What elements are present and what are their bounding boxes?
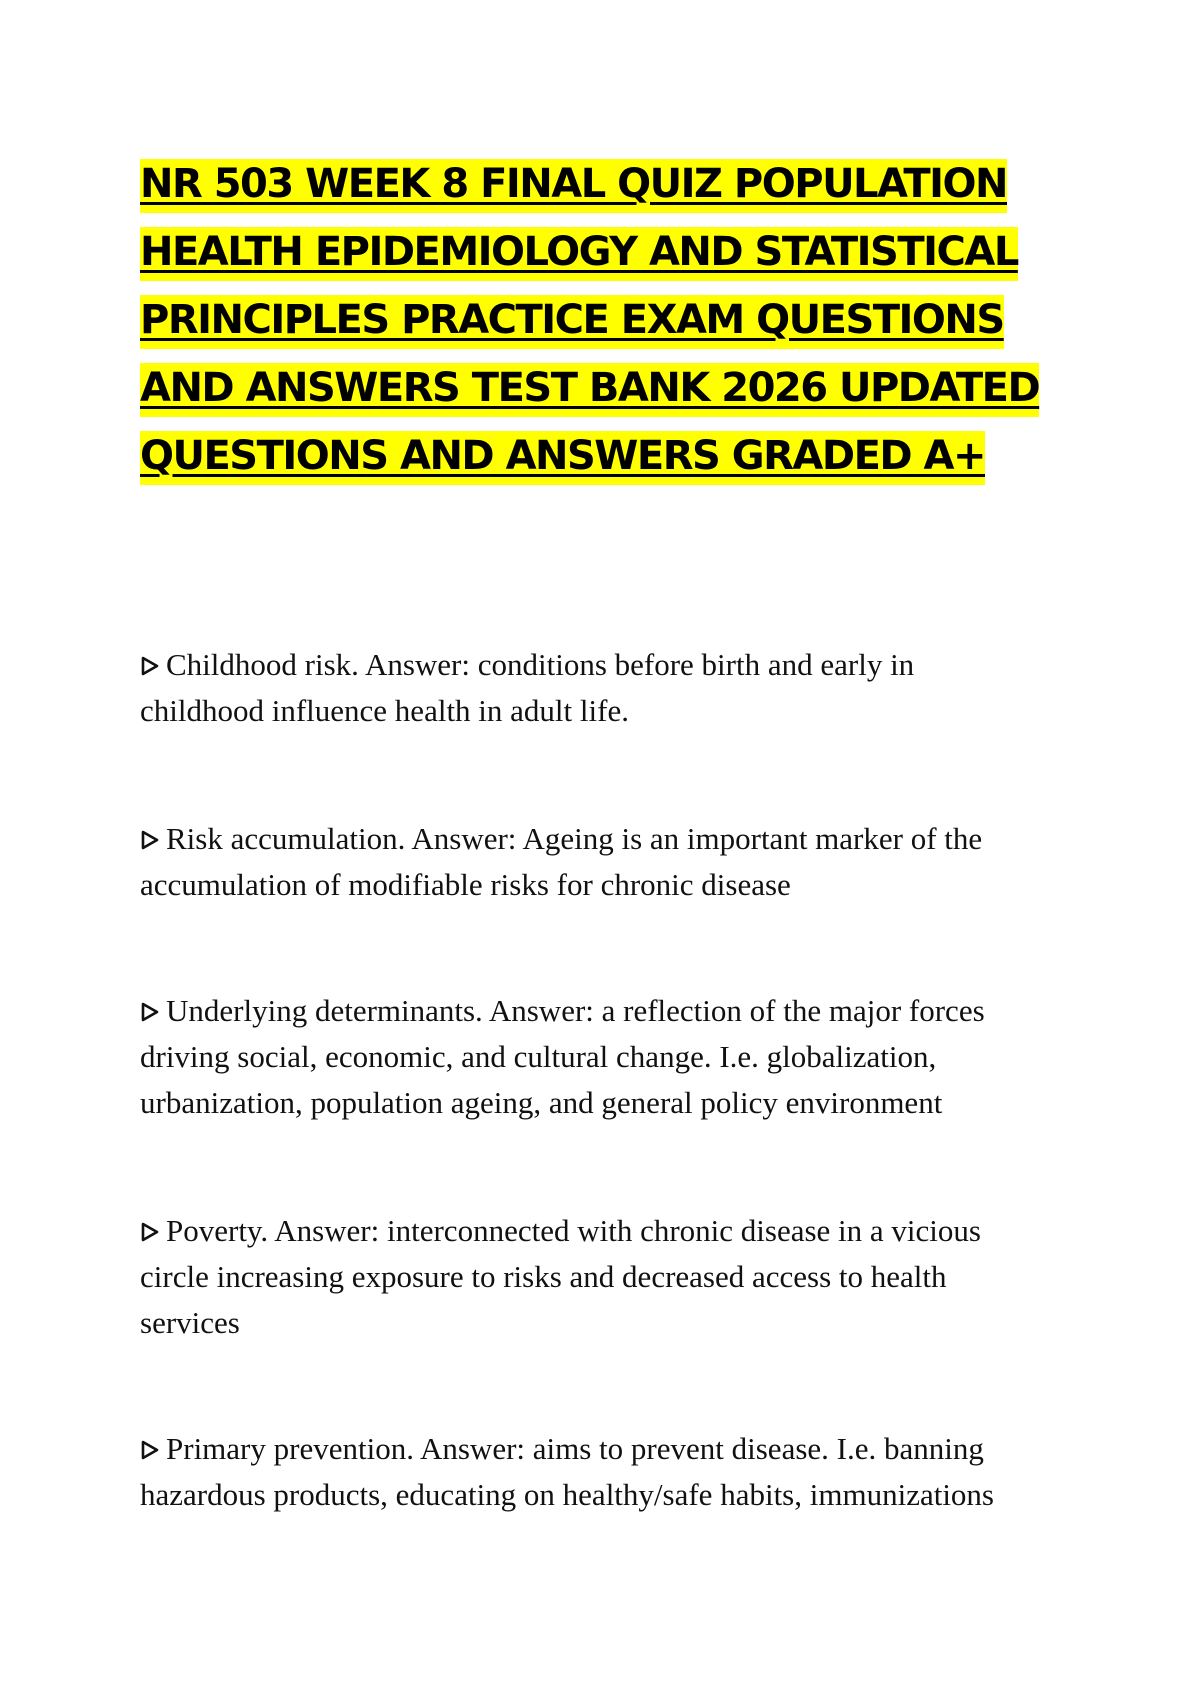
outline-play-triangle-icon [140,1208,160,1254]
qa-item-text: Risk accumulation. Answer: Ageing is an important marker of the accumulation of modifiable risks for chronic disease [140,821,983,902]
document-title-text: NR 503 WEEK 8 FINAL QUIZ POPULATION HEALTH EPIDEMIOLOGY AND STATISTICAL PRINCIPLES PRACTICE EXAM QUESTIONS AND ANSWERS TEST BANK 2026 UPDATED QUESTIONS AND ANSWERS GRADED A+ [140,159,1039,485]
document-title [140,150,1080,490]
qa-item [140,1426,1040,1518]
outline-play-triangle-icon [140,816,160,862]
qa-item-text: Poverty. Answer: interconnected with chronic disease in a vicious circle increasing exposure to risks and decreased access to health services [140,1213,981,1340]
qa-item-text: Underlying determinants. Answer: a reflection of the major forces driving social, economic, and cultural change. I.e. globalization, urbanization, population ageing, and general policy environment [140,993,985,1120]
qa-item [140,816,1040,908]
qa-item [140,642,1040,734]
outline-play-triangle-icon [140,1426,160,1472]
qa-item [140,988,1040,1126]
outline-play-triangle-icon [140,988,160,1034]
qa-item-text: Childhood risk. Answer: conditions before birth and early in childhood influence health in adult life. [140,647,915,728]
qa-item [140,1208,1040,1346]
outline-play-triangle-icon [140,642,160,688]
qa-item-text: Primary prevention. Answer: aims to prevent disease. I.e. banning hazardous products, educating on healthy/safe habits, immunizations [140,1431,994,1512]
